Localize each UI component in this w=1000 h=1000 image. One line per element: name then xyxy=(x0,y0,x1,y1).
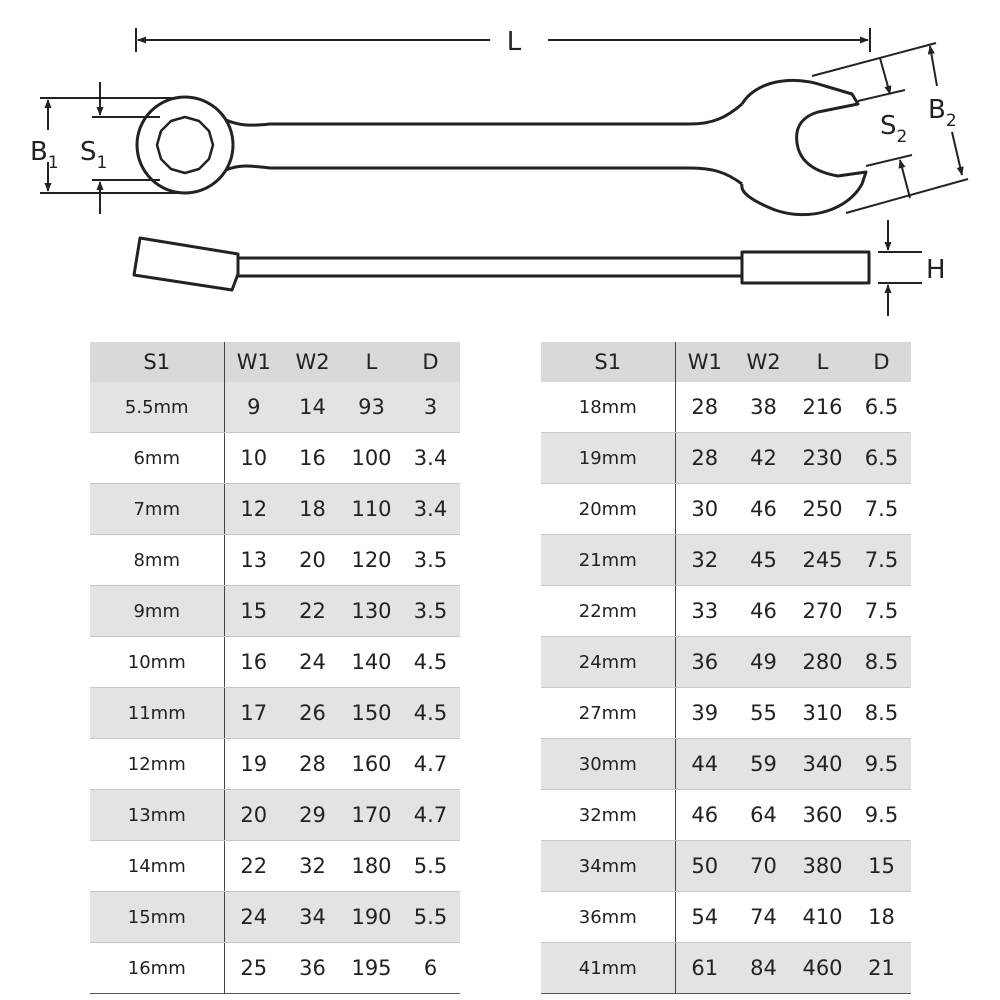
cell-d: 8.5 xyxy=(852,688,911,739)
column-header-s1: S1 xyxy=(90,342,224,382)
table-row xyxy=(541,943,911,994)
cell-s1: 21mm xyxy=(541,535,675,586)
column-header-l: L xyxy=(793,342,852,382)
column-header-s1: S1 xyxy=(541,342,675,382)
label-S2: $S_2$ xyxy=(880,111,908,147)
cell-d: 21 xyxy=(852,943,911,994)
cell-w1: 32 xyxy=(675,535,734,586)
cell-d: 5.5 xyxy=(401,892,460,943)
cell-d: 6 xyxy=(401,943,460,994)
wrench-side-view xyxy=(134,238,869,290)
cell-s1: 22mm xyxy=(541,586,675,637)
cell-w1: 36 xyxy=(675,637,734,688)
cell-w1: 46 xyxy=(675,790,734,841)
cell-w1: 30 xyxy=(675,484,734,535)
column-header-d: D xyxy=(401,342,460,382)
cell-w1: 13 xyxy=(224,535,283,586)
cell-w1: 12 xyxy=(224,484,283,535)
cell-w1: 24 xyxy=(224,892,283,943)
cell-s1: 6mm xyxy=(90,433,224,484)
table-row xyxy=(90,739,460,790)
cell-w2: 26 xyxy=(283,688,342,739)
cell-l: 140 xyxy=(342,637,401,688)
cell-s1: 30mm xyxy=(541,739,675,790)
table-header-row xyxy=(541,342,911,382)
cell-l: 310 xyxy=(793,688,852,739)
table-row xyxy=(541,841,911,892)
cell-w2: 20 xyxy=(283,535,342,586)
column-header-w2: W2 xyxy=(734,342,793,382)
column-header-w1: W1 xyxy=(675,342,734,382)
cell-s1: 13mm xyxy=(90,790,224,841)
cell-s1: 8mm xyxy=(90,535,224,586)
cell-w1: 61 xyxy=(675,943,734,994)
cell-w2: 74 xyxy=(734,892,793,943)
cell-d: 3.5 xyxy=(401,535,460,586)
table-row xyxy=(90,484,460,535)
dimension-B1 xyxy=(40,98,180,193)
cell-d: 18 xyxy=(852,892,911,943)
cell-w2: 36 xyxy=(283,943,342,994)
cell-w1: 20 xyxy=(224,790,283,841)
cell-l: 180 xyxy=(342,841,401,892)
cell-l: 245 xyxy=(793,535,852,586)
cell-s1: 18mm xyxy=(541,382,675,433)
cell-l: 460 xyxy=(793,943,852,994)
cell-s1: 19mm xyxy=(541,433,675,484)
cell-l: 250 xyxy=(793,484,852,535)
cell-l: 93 xyxy=(342,382,401,433)
table-row xyxy=(541,535,911,586)
table-row xyxy=(541,484,911,535)
cell-d: 6.5 xyxy=(852,433,911,484)
cell-w1: 22 xyxy=(224,841,283,892)
spec-table-left xyxy=(90,342,460,994)
cell-w2: 24 xyxy=(283,637,342,688)
label-L: L xyxy=(506,27,522,57)
cell-l: 230 xyxy=(793,433,852,484)
cell-w1: 17 xyxy=(224,688,283,739)
cell-d: 7.5 xyxy=(852,586,911,637)
spec-table-right xyxy=(541,342,911,994)
table-row xyxy=(90,535,460,586)
cell-w2: 16 xyxy=(283,433,342,484)
cell-d: 5.5 xyxy=(401,841,460,892)
cell-d: 8.5 xyxy=(852,637,911,688)
cell-w1: 9 xyxy=(224,382,283,433)
cell-w1: 50 xyxy=(675,841,734,892)
label-B1: $B_1$ xyxy=(30,137,59,173)
table-row xyxy=(541,433,911,484)
cell-l: 195 xyxy=(342,943,401,994)
open-end-jaw xyxy=(742,80,866,214)
cell-w1: 44 xyxy=(675,739,734,790)
cell-l: 380 xyxy=(793,841,852,892)
cell-d: 15 xyxy=(852,841,911,892)
cell-s1: 27mm xyxy=(541,688,675,739)
cell-d: 3.4 xyxy=(401,484,460,535)
label-B2: $B_2$ xyxy=(928,95,957,131)
cell-w1: 39 xyxy=(675,688,734,739)
cell-w2: 42 xyxy=(734,433,793,484)
wrench-handle xyxy=(226,104,742,184)
cell-w2: 45 xyxy=(734,535,793,586)
box-end-12point-opening xyxy=(157,117,213,173)
table-row xyxy=(541,382,911,433)
cell-s1: 24mm xyxy=(541,637,675,688)
cell-s1: 11mm xyxy=(90,688,224,739)
cell-l: 160 xyxy=(342,739,401,790)
cell-l: 120 xyxy=(342,535,401,586)
table-row xyxy=(541,688,911,739)
table-row xyxy=(541,637,911,688)
table-row xyxy=(541,892,911,943)
label-S1: $S_1$ xyxy=(80,137,108,173)
cell-s1: 10mm xyxy=(90,637,224,688)
cell-l: 190 xyxy=(342,892,401,943)
cell-w2: 46 xyxy=(734,484,793,535)
table-row xyxy=(90,688,460,739)
side-view-open-end xyxy=(742,252,869,283)
cell-d: 4.5 xyxy=(401,637,460,688)
label-H: H xyxy=(926,255,946,285)
table-row xyxy=(90,841,460,892)
cell-l: 270 xyxy=(793,586,852,637)
dimension-L xyxy=(136,28,870,52)
cell-s1: 34mm xyxy=(541,841,675,892)
cell-s1: 36mm xyxy=(541,892,675,943)
cell-l: 130 xyxy=(342,586,401,637)
cell-w1: 54 xyxy=(675,892,734,943)
table-header-row xyxy=(90,342,460,382)
cell-w2: 18 xyxy=(283,484,342,535)
cell-d: 9.5 xyxy=(852,739,911,790)
dimension-H xyxy=(878,220,922,316)
cell-w1: 16 xyxy=(224,637,283,688)
cell-w2: 29 xyxy=(283,790,342,841)
cell-s1: 5.5mm xyxy=(90,382,224,433)
cell-s1: 32mm xyxy=(541,790,675,841)
cell-d: 3 xyxy=(401,382,460,433)
cell-d: 3.5 xyxy=(401,586,460,637)
cell-w2: 28 xyxy=(283,739,342,790)
cell-s1: 7mm xyxy=(90,484,224,535)
cell-d: 9.5 xyxy=(852,790,911,841)
table-row xyxy=(90,433,460,484)
cell-w2: 38 xyxy=(734,382,793,433)
cell-l: 110 xyxy=(342,484,401,535)
cell-l: 216 xyxy=(793,382,852,433)
cell-d: 3.4 xyxy=(401,433,460,484)
cell-l: 360 xyxy=(793,790,852,841)
cell-l: 100 xyxy=(342,433,401,484)
cell-s1: 41mm xyxy=(541,943,675,994)
column-header-d: D xyxy=(852,342,911,382)
cell-d: 4.5 xyxy=(401,688,460,739)
table-row xyxy=(90,637,460,688)
cell-w2: 64 xyxy=(734,790,793,841)
cell-w2: 22 xyxy=(283,586,342,637)
cell-s1: 14mm xyxy=(90,841,224,892)
cell-w1: 19 xyxy=(224,739,283,790)
cell-d: 7.5 xyxy=(852,484,911,535)
table-row xyxy=(90,382,460,433)
table-row xyxy=(90,943,460,994)
cell-d: 4.7 xyxy=(401,739,460,790)
table-row xyxy=(90,586,460,637)
cell-l: 150 xyxy=(342,688,401,739)
cell-s1: 9mm xyxy=(90,586,224,637)
cell-d: 6.5 xyxy=(852,382,911,433)
cell-w2: 70 xyxy=(734,841,793,892)
dimension-S1 xyxy=(92,82,160,214)
table-row xyxy=(541,586,911,637)
side-view-box-end xyxy=(134,238,238,290)
cell-l: 340 xyxy=(793,739,852,790)
wrench-top-view xyxy=(137,80,866,214)
table-row xyxy=(541,790,911,841)
column-header-w2: W2 xyxy=(283,342,342,382)
cell-w2: 32 xyxy=(283,841,342,892)
cell-w1: 25 xyxy=(224,943,283,994)
cell-l: 170 xyxy=(342,790,401,841)
cell-w2: 49 xyxy=(734,637,793,688)
cell-w2: 84 xyxy=(734,943,793,994)
cell-w1: 28 xyxy=(675,382,734,433)
cell-s1: 16mm xyxy=(90,943,224,994)
cell-s1: 20mm xyxy=(541,484,675,535)
cell-s1: 15mm xyxy=(90,892,224,943)
cell-d: 7.5 xyxy=(852,535,911,586)
cell-w1: 28 xyxy=(675,433,734,484)
cell-w2: 14 xyxy=(283,382,342,433)
cell-l: 410 xyxy=(793,892,852,943)
column-header-w1: W1 xyxy=(224,342,283,382)
cell-w2: 34 xyxy=(283,892,342,943)
cell-s1: 12mm xyxy=(90,739,224,790)
table-row xyxy=(541,739,911,790)
cell-w2: 55 xyxy=(734,688,793,739)
table-row xyxy=(90,892,460,943)
cell-d: 4.7 xyxy=(401,790,460,841)
cell-w2: 46 xyxy=(734,586,793,637)
cell-w1: 10 xyxy=(224,433,283,484)
table-row xyxy=(90,790,460,841)
cell-w1: 33 xyxy=(675,586,734,637)
cell-w1: 15 xyxy=(224,586,283,637)
column-header-l: L xyxy=(342,342,401,382)
cell-w2: 59 xyxy=(734,739,793,790)
box-end-ring xyxy=(137,97,233,193)
side-view-handle xyxy=(236,258,742,276)
cell-l: 280 xyxy=(793,637,852,688)
wrench-diagram xyxy=(0,0,1000,320)
